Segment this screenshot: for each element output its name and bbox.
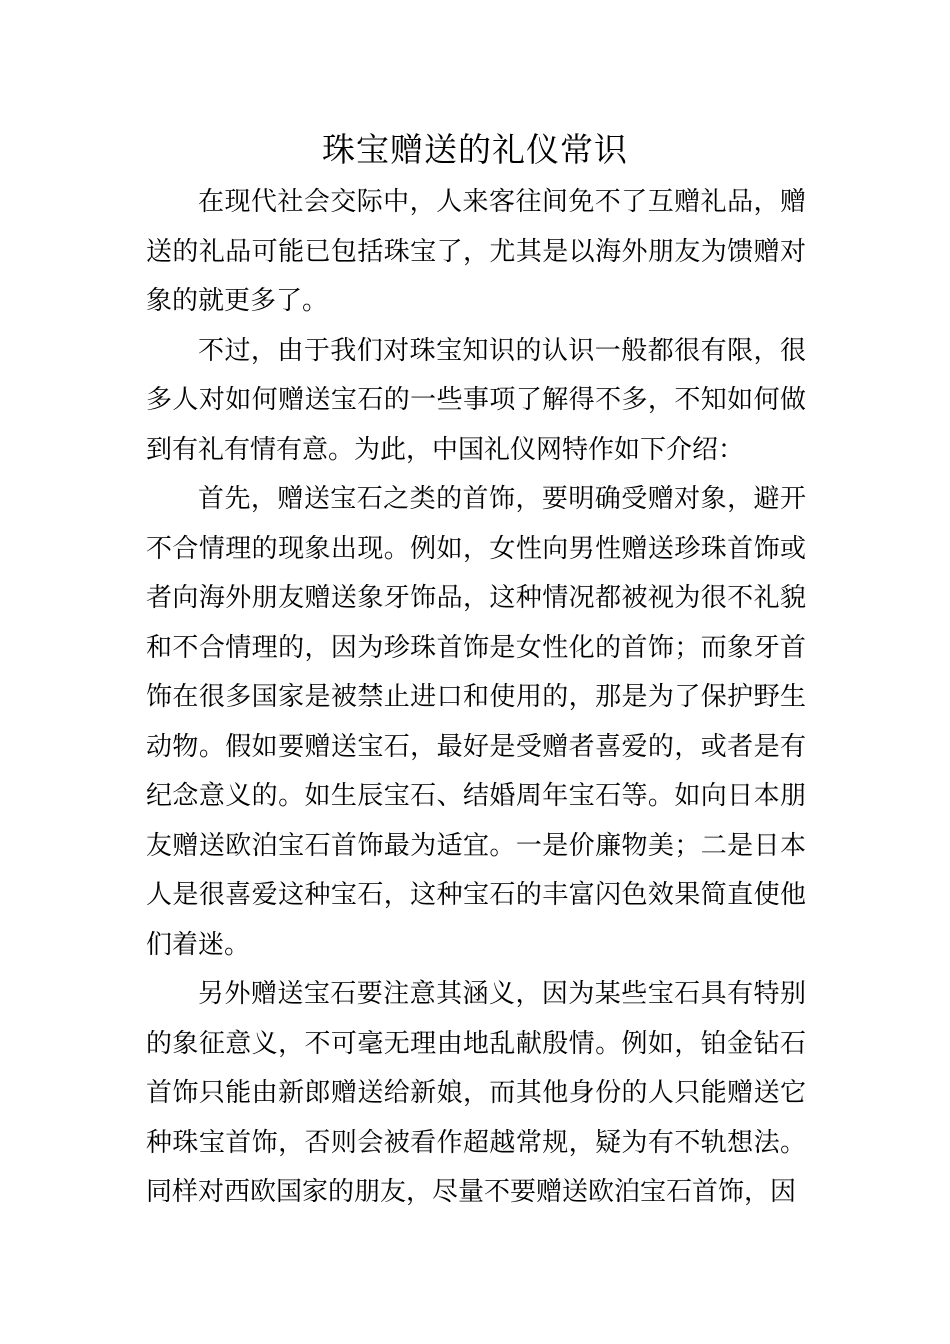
- paragraph-1: 在现代社会交际中，人来客往间免不了互赠礼品，赠送的礼品可能已包括珠宝了，尤其是以海外朋友为馈赠对象的就更多了。: [146, 187, 806, 316]
- document-body: [146, 178, 806, 1218]
- paragraph-3: 首先，赠送宝石之类的首饰，要明确受赠对象，避开不合情理的现象出现。例如，女性向男性赠送珍珠首饰或者向海外朋友赠送象牙饰品，这种情况都被视为很不礼貌和不合情理的，因为珍珠首饰是女性化的首饰；而象牙首饰在很多国家是被禁止进口和使用的，那是为了保护野生动物。假如要赠送宝石，最好是受赠者喜爱的，或者是有纪念意义的。如生辰宝石、结婚周年宝石等。如向日本朋友赠送欧泊宝石首饰最为适宜。一是价廉物美；二是日本人是很喜爱这种宝石，这种宝石的丰富闪色效果简直使他们着迷。: [146, 484, 806, 960]
- paragraph-2: 不过，由于我们对珠宝知识的认识一般都很有限，很多人对如何赠送宝石的一些事项了解得不多，不知如何做到有礼有情有意。为此，中国礼仪网特作如下介绍：: [146, 335, 806, 465]
- paragraph-4: 另外赠送宝石要注意其涵义，因为某些宝石具有特别的象征意义，不可毫无理由地乱献殷情。例如，铂金钻石首饰只能由新郎赠送给新娘，而其他身份的人只能赠送它种珠宝首饰，否则会被看作超越常规，疑为有不轨想法。同样对西欧国家的朋友，尽量不要赠送欧泊宝石首饰，因: [146, 979, 806, 1207]
- document-title: 珠宝赠送的礼仪常识: [322, 130, 628, 169]
